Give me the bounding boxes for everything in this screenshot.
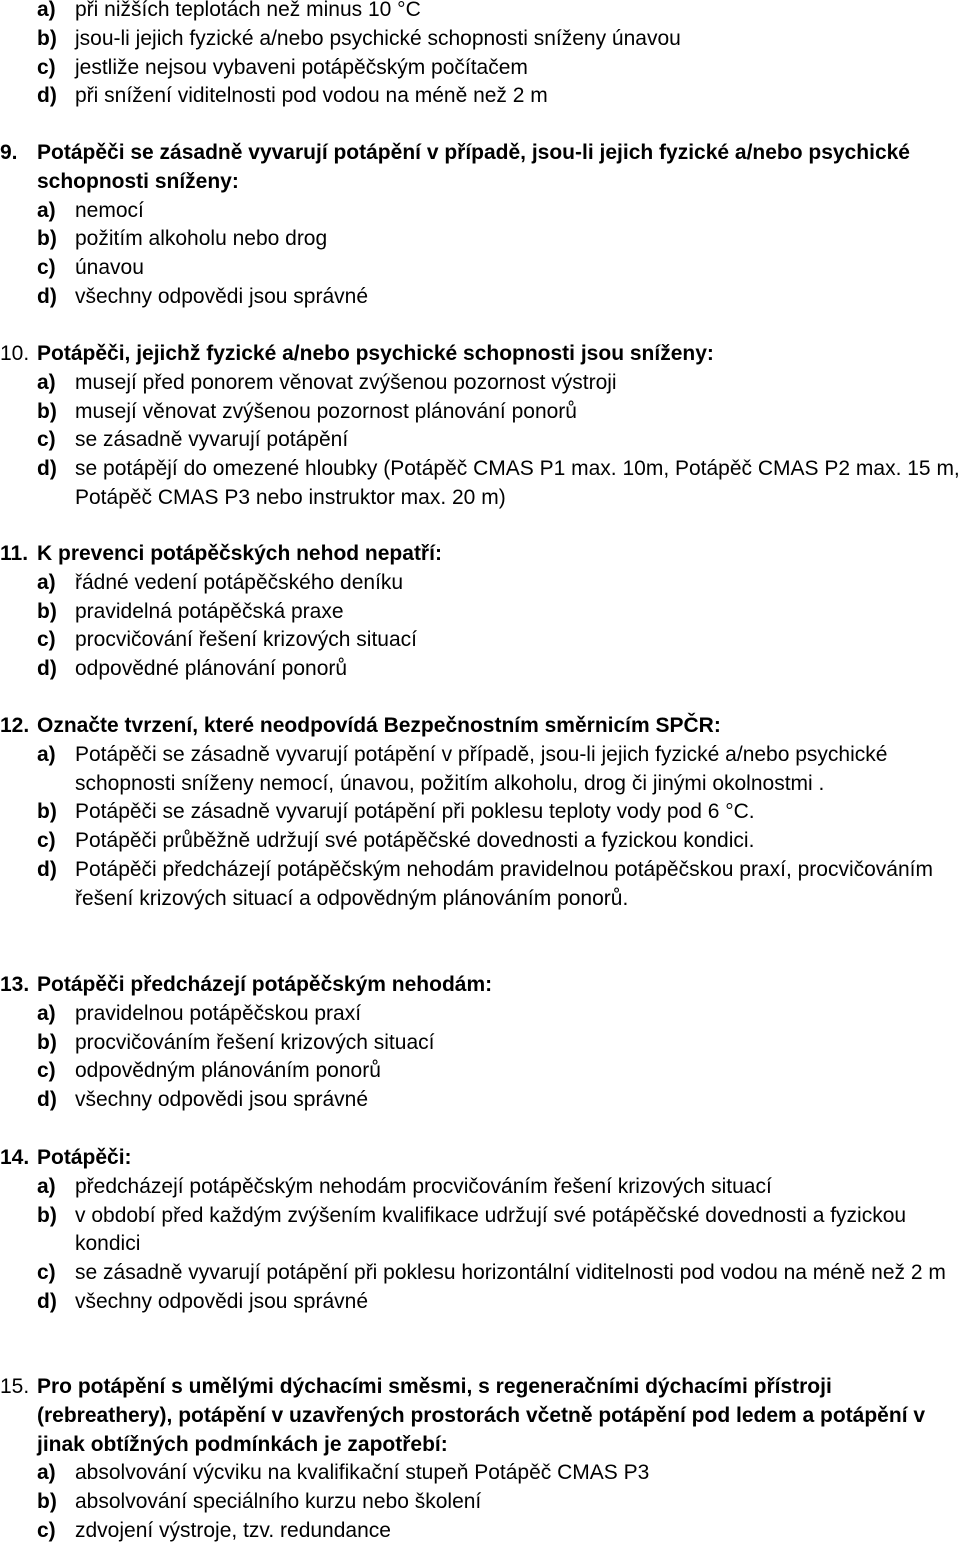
- option-d: d) se potápějí do omezené hloubky (Potápěč CMAS P1 max. 10m, Potápěč CMAS P2 max. 15 m, Potápěč CMAS P3 nebo instruktor max. 20 m): [37, 457, 960, 509]
- option-d: d) odpovědné plánování ponorů: [37, 657, 348, 681]
- question-15: [0, 1373, 960, 1546]
- question-8-tail: [0, 0, 960, 111]
- option-a: a) nemocí: [37, 198, 144, 222]
- option-a: a) musejí před ponorem věnovat zvýšenou pozornost výstroji: [37, 370, 617, 394]
- question-heading: 10. Potápěči, jejichž fyzické a/nebo psychické schopnosti jsou sníženy:: [0, 342, 714, 365]
- option-a: a) absolvování výcviku na kvalifikační stupeň Potápěč CMAS P3: [37, 1461, 650, 1485]
- option-b: b) požitím alkoholu nebo drog: [37, 227, 328, 251]
- question-heading: 13. Potápěči předcházejí potápěčským nehodám:: [0, 973, 493, 996]
- question-11: [0, 540, 960, 684]
- option-b: b) v období před každým zvýšením kvalifikace udržují své potápěčské dovednosti a fyzickou kondici: [37, 1203, 907, 1256]
- option-c: c) se zásadně vyvarují potápění: [37, 428, 349, 452]
- option-b: b) musejí věnovat zvýšenou pozornost plánování ponorů: [37, 399, 577, 423]
- option-a: a) předcházejí potápěčským nehodám procvičováním řešení krizových situací: [37, 1174, 772, 1198]
- option-b: b) Potápěči se zásadně vyvarují potápění při poklesu teploty vody pod 6 °C.: [37, 800, 755, 824]
- question-13: [0, 971, 960, 1115]
- option-b: b) absolvování speciálního kurzu nebo školení: [37, 1490, 482, 1514]
- question-heading: 12. Označte tvrzení, které neodpovídá Bezpečnostním směrnicím SPČR:: [0, 714, 721, 737]
- option-d: d) při snížení viditelnosti pod vodou na méně než 2 m: [37, 84, 548, 108]
- option-a: a) při nižších teplotách než minus 10 °C: [37, 0, 421, 21]
- question-heading: 14. Potápěči:: [0, 1146, 132, 1169]
- question-14: [0, 1144, 960, 1317]
- option-c: c) Potápěči průběžně udržují své potápěčské dovednosti a fyzickou kondici.: [37, 829, 755, 853]
- option-b: b) pravidelná potápěčská praxe: [37, 599, 344, 623]
- option-d: d) všechny odpovědi jsou správné: [37, 1289, 369, 1313]
- option-c: c) odpovědným plánováním ponorů: [37, 1059, 381, 1083]
- question-12: [0, 712, 960, 914]
- option-c: c) procvičování řešení krizových situací: [37, 628, 417, 652]
- option-d: d) všechny odpovědi jsou správné: [37, 1088, 369, 1112]
- question-heading: 15. Pro potápění s umělými dýchacími směsmi, s regeneračními dýchacími přístroji (rebreathery), potápění v uzavřených prostorách včetně potápění pod ledem a potápění v jinak obtížných podmínkách je zapotřebí:: [0, 1375, 926, 1456]
- option-c: c) únavou: [37, 256, 144, 280]
- option-a: a) Potápěči se zásadně vyvarují potápění v případě, jsou-li jejich fyzické a/nebo psychické schopnosti sníženy nemocí, únavou, požitím alkoholu, drog či jinými okolnostmi .: [37, 742, 888, 795]
- option-a: a) řádné vedení potápěčského deníku: [37, 570, 404, 594]
- option-c: c) zdvojení výstroje, tzv. redundance: [37, 1518, 391, 1542]
- option-b: b) jsou-li jejich fyzické a/nebo psychické schopnosti sníženy únavou: [37, 26, 681, 50]
- option-d: d) Potápěči předcházejí potápěčským nehodám pravidelnou potápěčskou praxí, procvičováním řešení krizových situací a odpovědným plánováním ponorů.: [37, 857, 933, 910]
- option-c: c) jestliže nejsou vybaveni potápěčským počítačem: [37, 55, 528, 79]
- question-heading: 11. K prevenci potápěčských nehod nepatří:: [0, 542, 442, 565]
- question-10: [0, 340, 960, 513]
- option-a: a) pravidelnou potápěčskou praxí: [37, 1001, 362, 1025]
- option-d: d) všechny odpovědi jsou správné: [37, 284, 369, 308]
- option-c: c) se zásadně vyvarují potápění při poklesu horizontální viditelnosti pod vodou na méně než 2 m: [37, 1261, 946, 1285]
- question-heading: 9. Potápěči se zásadně vyvarují potápění v případě, jsou-li jejich fyzické a/nebo psychické schopnosti sníženy:: [0, 141, 910, 193]
- question-9: [0, 139, 960, 312]
- option-b: b) procvičováním řešení krizových situací: [37, 1030, 435, 1054]
